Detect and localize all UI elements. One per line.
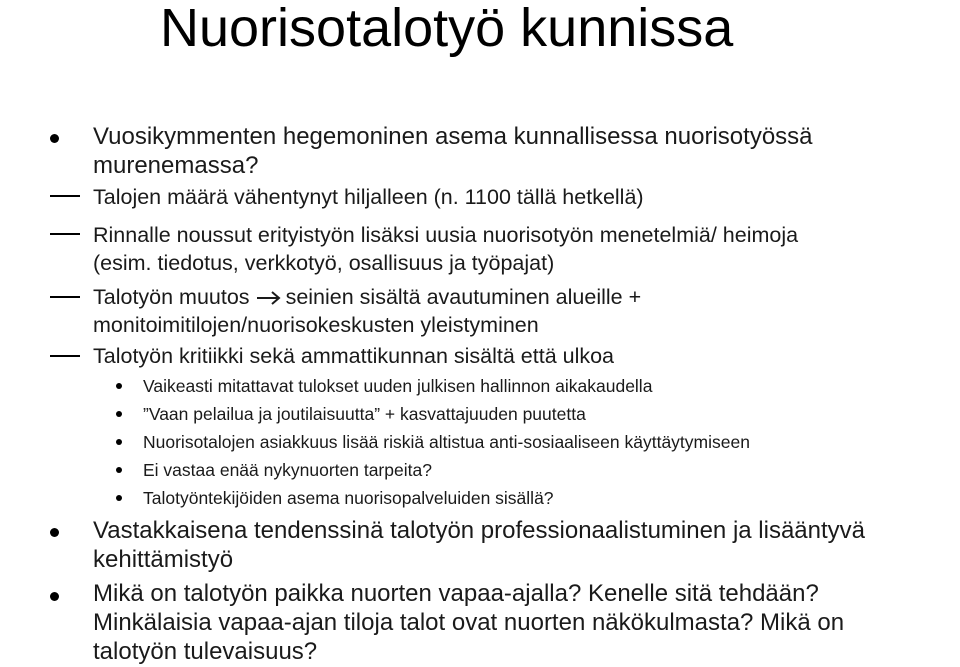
bullet-dot-icon	[116, 439, 122, 445]
sub-bullet-3-line-2: monitoimitilojen/nuorisokeskusten yleistyminen	[93, 313, 539, 337]
dash-icon	[50, 233, 80, 235]
bullet-2-line-1: Vastakkaisena tendenssinä talotyön professionaalistuminen ja lisääntyvä	[93, 517, 866, 544]
bullet-dot-icon	[116, 383, 122, 389]
arrow-right-icon	[256, 291, 282, 305]
sub-bullet-3-text-after: seinien sisältä avautuminen alueille +	[285, 285, 642, 309]
sub-bullet-3-line-1	[93, 282, 641, 312]
sub-bullet-4-line-1: Talotyön kritiikki sekä ammattikunnan sisältä että ulkoa	[93, 344, 615, 368]
dash-icon	[50, 195, 80, 197]
sub-bullet-2-line-1: Rinnalle noussut erityistyön lisäksi uusia nuorisotyön menetelmiä/ heimoja	[93, 223, 799, 247]
bullet-3-line-1: Mikä on talotyön paikka nuorten vapaa-ajalla? Kenelle sitä tehdään?	[93, 580, 819, 607]
bullet-2-line-2: kehittämistyö	[93, 546, 234, 573]
bullet-3-line-3: talotyön tulevaisuus?	[93, 638, 318, 665]
bullet-dot-icon	[116, 467, 122, 473]
sub-bullet-3-text-before: Talotyön muutos	[93, 285, 250, 309]
sub-sub-bullet-4: Ei vastaa enää nykynuorten tarpeita?	[143, 460, 432, 480]
bullet-dot-icon	[50, 528, 59, 537]
bullet-dot-icon	[50, 134, 59, 143]
sub-sub-bullet-2: ”Vaan pelailua ja joutilaisuutta” + kasvattajuuden puutetta	[143, 404, 586, 424]
sub-bullet-2-line-2: (esim. tiedotus, verkkotyö, osallisuus ja työpajat)	[93, 251, 555, 275]
sub-sub-bullet-3: Nuorisotalojen asiakkuus lisää riskiä altistua anti-sosiaaliseen käyttäytymiseen	[143, 432, 750, 452]
bullet-1-line-1: Vuosikymmenten hegemoninen asema kunnallisessa nuorisotyössä	[93, 123, 813, 150]
slide-title: Nuorisotalotyö kunnissa	[160, 0, 734, 58]
bullet-dot-icon	[50, 592, 59, 601]
bullet-dot-icon	[116, 411, 122, 417]
sub-bullet-1-line-1: Talojen määrä vähentynyt hiljalleen (n. 1100 tällä hetkellä)	[93, 185, 644, 209]
dash-icon	[50, 296, 80, 298]
bullet-3-line-2: Minkälaisia vapaa-ajan tiloja talot ovat nuorten näkökulmasta? Mikä on	[93, 609, 845, 636]
dash-icon	[50, 355, 80, 357]
bullet-1-line-2: murenemassa?	[93, 152, 259, 179]
bullet-dot-icon	[116, 495, 122, 501]
sub-sub-bullet-5: Talotyöntekijöiden asema nuorisopalveluiden sisällä?	[143, 488, 554, 508]
sub-sub-bullet-1: Vaikeasti mitattavat tulokset uuden julkisen hallinnon aikakaudella	[143, 376, 653, 396]
